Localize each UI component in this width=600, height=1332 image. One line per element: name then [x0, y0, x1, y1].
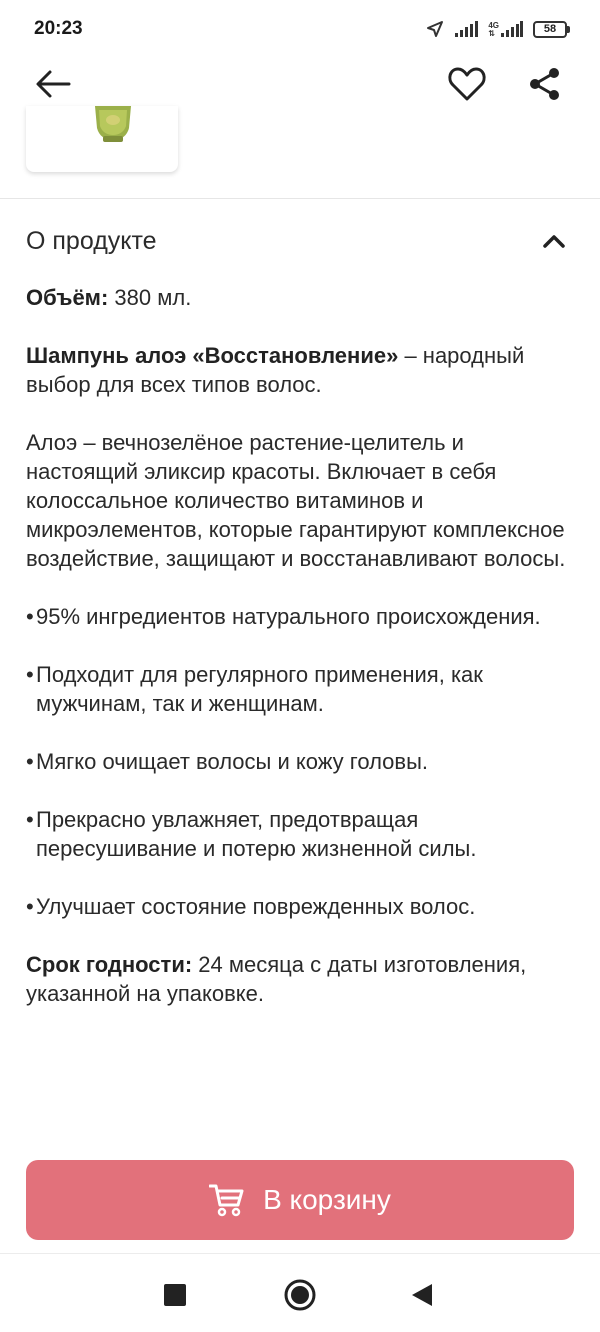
cart-button-label: В корзину — [263, 1184, 391, 1215]
volume-label: Объём: — [26, 285, 109, 310]
signal-4g-icon: 4G ⇅ — [488, 20, 523, 38]
battery-level: 58 — [543, 23, 557, 35]
favorite-button[interactable] — [444, 62, 490, 106]
bullet-text: Прекрасно увлажняет, предотвращая пересушивание и потерю жизненной силы. — [36, 807, 477, 861]
bullet-text: Мягко очищает волосы и кожу головы. — [36, 749, 429, 774]
back-triangle-icon[interactable] — [410, 1282, 434, 1308]
volume-value: 380 мл. — [108, 285, 192, 310]
chevron-up-icon — [542, 233, 566, 249]
intro-rest: – народный выбор для всех типов волос. — [26, 343, 525, 397]
share-icon — [528, 67, 562, 101]
top-app-bar — [0, 58, 600, 110]
bullet-dot: • — [26, 807, 34, 832]
description-paragraph: Алоэ – вечнозелёное растение-целитель и настоящий эликсир красоты. Включает в себя колоссальное количество витаминов и микроэлементов, которые гарантируют комплексное воздействие, защищают и восстанавливают волосы. — [26, 430, 566, 571]
system-nav-bar — [0, 1253, 600, 1332]
cart-icon — [209, 1183, 245, 1217]
add-to-cart-button[interactable] — [26, 1160, 574, 1240]
bullet-dot: • — [26, 604, 34, 629]
bullet-item — [26, 805, 578, 863]
recents-square-icon[interactable] — [164, 1284, 186, 1306]
bullet-dot: • — [26, 894, 34, 919]
network-label: 4G — [488, 21, 499, 30]
bullet-dot: • — [26, 749, 34, 774]
bullet-item — [26, 660, 578, 718]
bullet-text: Подходит для регулярного применения, как мужчинам, так и женщинам. — [36, 662, 483, 716]
status-bar — [0, 0, 600, 58]
shelf-life-label: Срок годности: — [26, 952, 193, 977]
intro-line — [26, 341, 578, 399]
about-product-header[interactable] — [26, 218, 574, 264]
arrow-left-icon — [35, 69, 71, 99]
bullet-text: 95% ингредиентов натурального происхождения. — [36, 604, 541, 629]
back-button[interactable] — [30, 64, 76, 104]
bullet-item — [26, 602, 578, 631]
status-time: 20:23 — [34, 18, 83, 39]
bullet-item — [26, 892, 578, 921]
product-thumbnail[interactable] — [26, 106, 178, 172]
divider — [0, 198, 600, 199]
location-arrow-icon — [426, 20, 444, 38]
share-button[interactable] — [522, 62, 568, 106]
heart-icon — [447, 66, 487, 102]
shelf-life-line — [26, 950, 578, 1008]
bullet-item — [26, 747, 578, 776]
section-title: О продукте — [26, 226, 157, 255]
product-description — [26, 283, 578, 1037]
volume-line — [26, 283, 578, 312]
collapse-button[interactable] — [534, 221, 574, 261]
product-bottle-image — [73, 106, 153, 146]
bullet-text: Улучшает состояние поврежденных волос. — [36, 894, 476, 919]
signal-icon — [454, 20, 478, 38]
bullet-dot: • — [26, 662, 34, 687]
intro-bold: Шампунь алоэ «Восстановление» — [26, 343, 399, 368]
battery-icon — [533, 21, 570, 38]
home-circle-icon[interactable] — [283, 1278, 317, 1312]
status-icons — [426, 20, 570, 38]
shelf-life-value: 24 месяца с даты изготовления, указанной на упаковке. — [26, 952, 527, 1006]
